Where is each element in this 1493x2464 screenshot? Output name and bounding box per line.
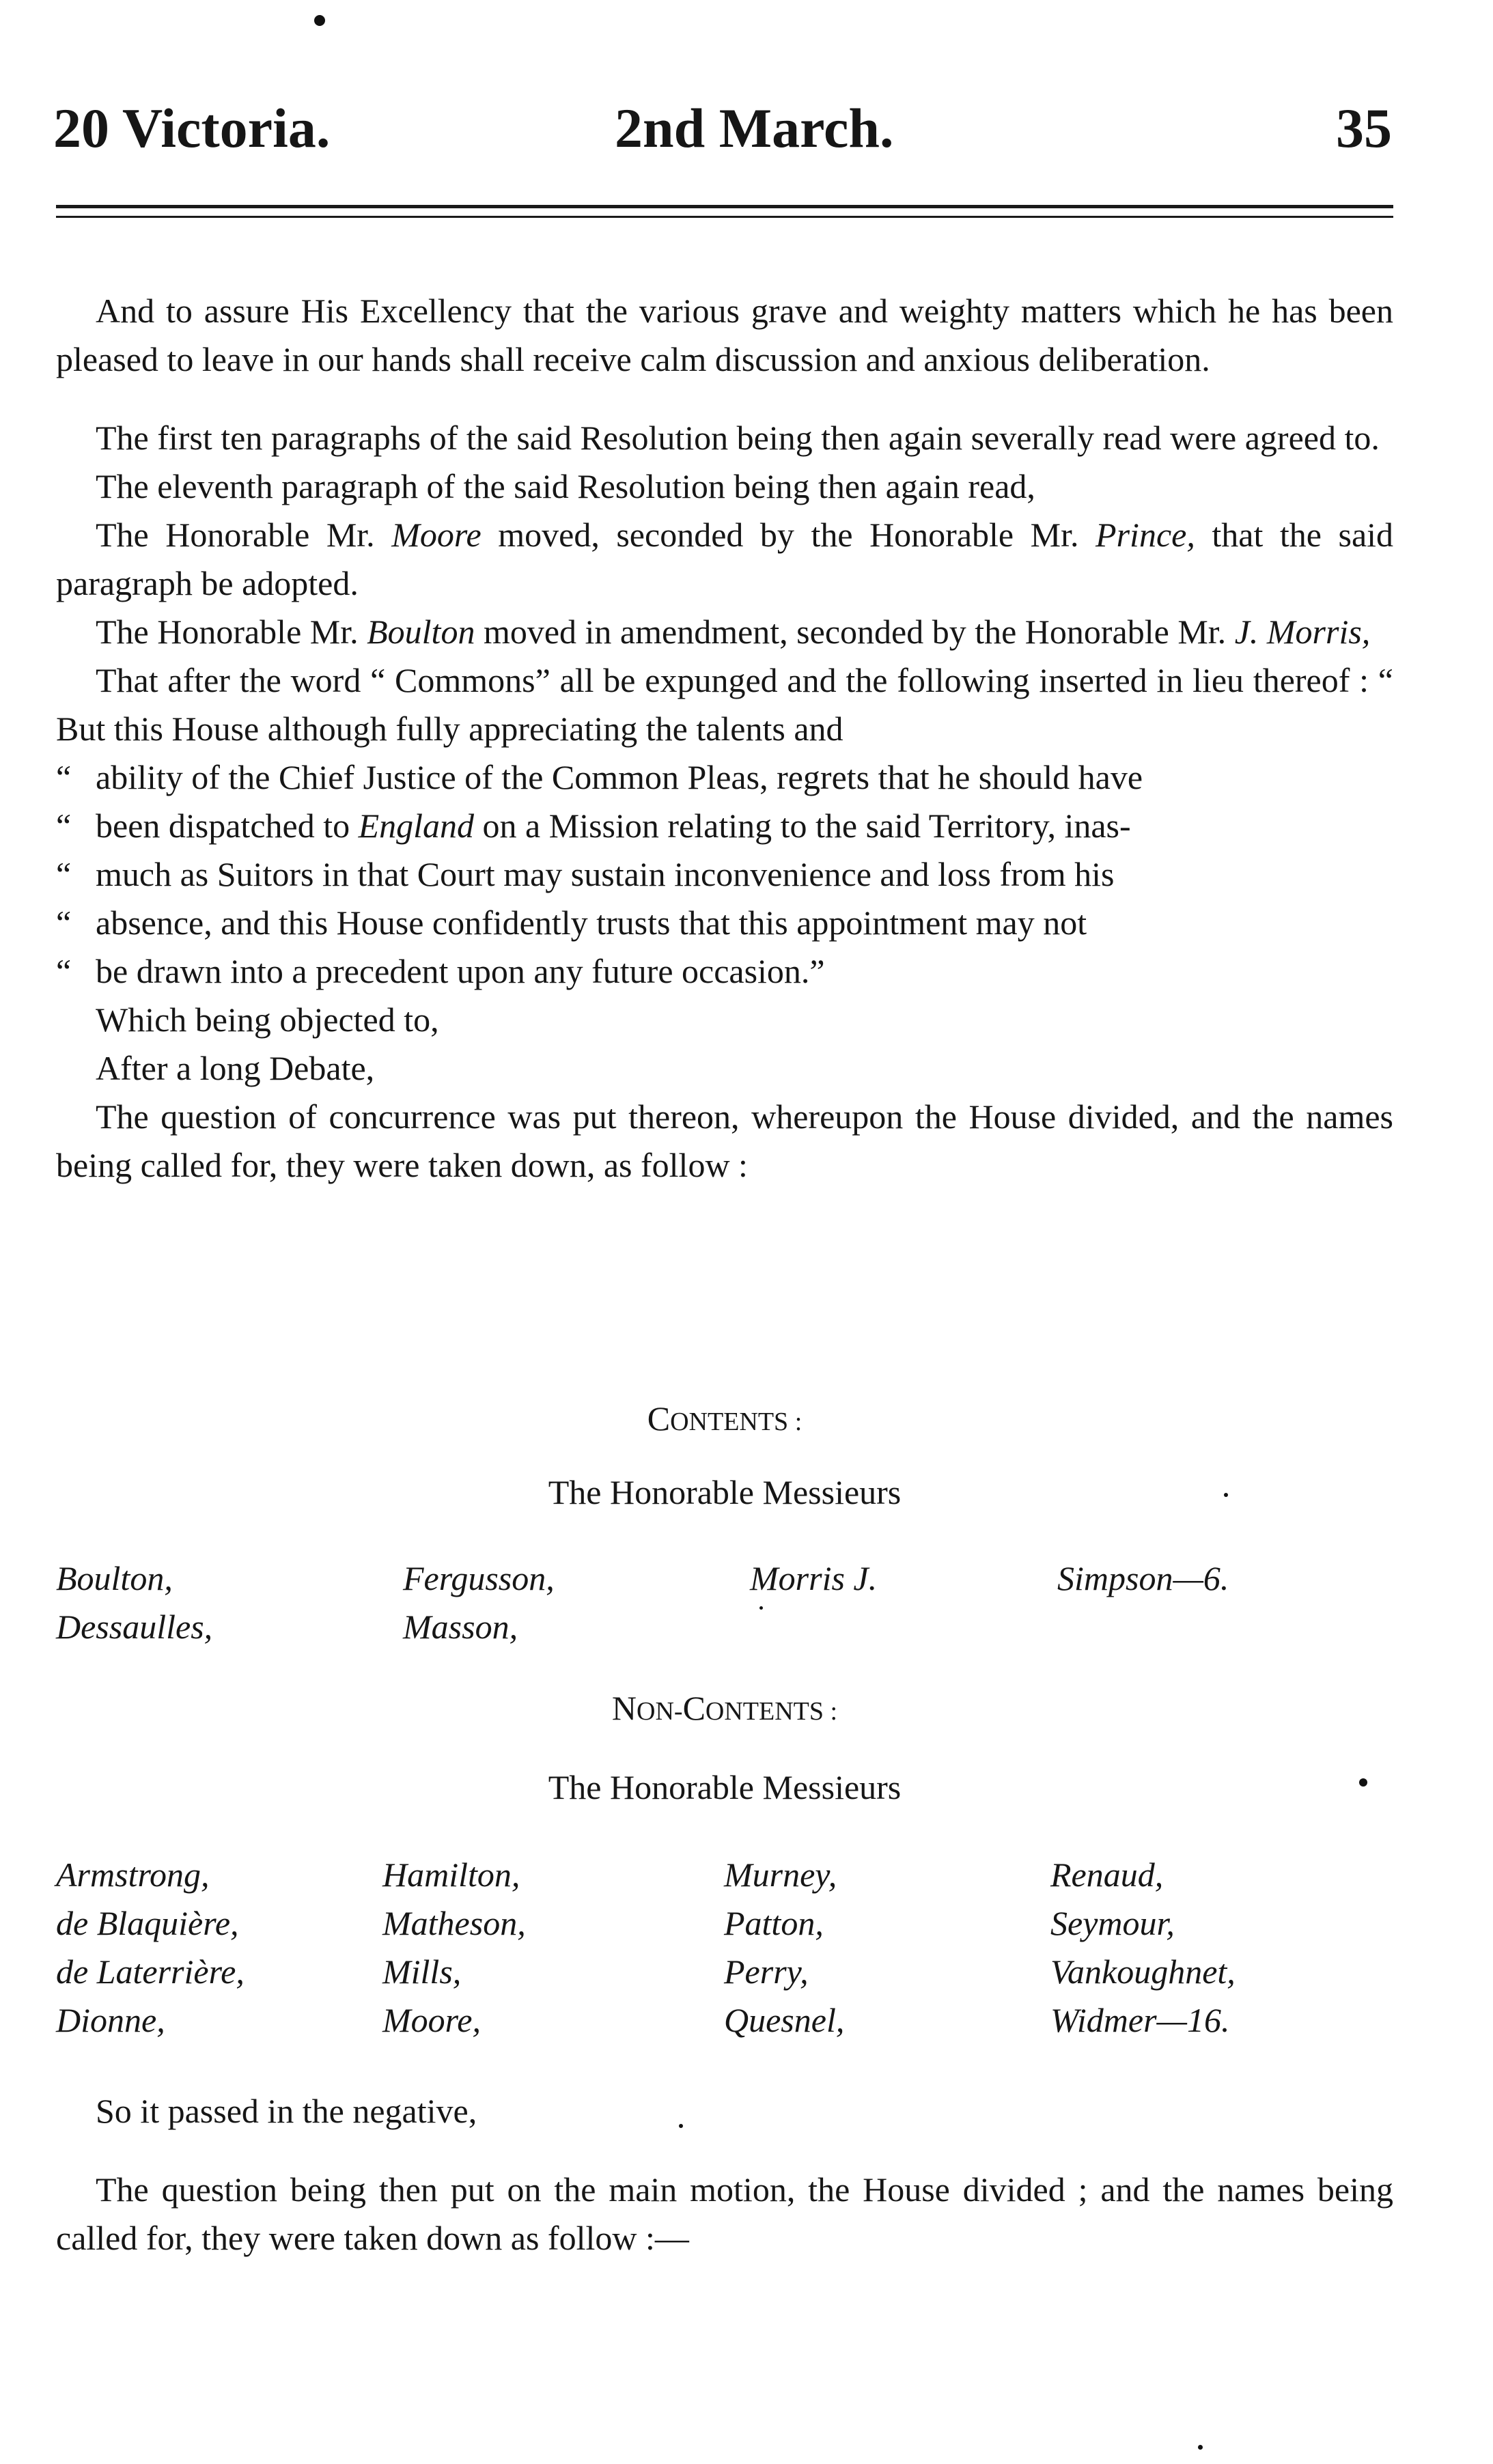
paragraph: After a long Debate, [96,1049,375,1087]
body-text-upper [56,287,1393,1190]
quoted-line [56,850,1393,899]
quoted-line [56,947,1393,996]
contents-heading [56,1399,1393,1438]
paragraph: The eleventh paragraph of the said Resolution being then again read, [96,467,1035,505]
names-column [1057,1554,1229,1603]
quote-mark: “ [56,904,72,942]
print-speck [759,1606,763,1610]
contents-subheading: The Honorable Messieurs [548,1473,902,1511]
text-run: been dispatched to [96,807,350,845]
text-run: much as Suitors in that Court may sustain inconvenience and loss from his [96,855,1115,893]
paragraph: So it passed in the negative, [96,2092,477,2130]
paragraph: The question of concurrence was put thereon, whereupon the House divided, and the names being called for, they were taken down, as follow : [56,1097,1393,1184]
heading-rest: ONTENTS : [705,1697,838,1726]
text-run: that the said paragraph be adopted. [56,516,1394,602]
member-name: Renaud, [1050,1856,1164,1894]
member-name: de Blaquière, [56,1904,239,1942]
member-name: Seymour, [1050,1904,1175,1942]
place-name: England [358,807,475,845]
text-run: The Honorable Mr. [96,613,359,651]
quoted-line [56,802,1393,850]
text-run: absence, and this House confidently trusts that this appointment may not [96,904,1087,942]
heading-initial: N [611,1689,637,1727]
quoted-line [56,899,1393,947]
quote-mark: “ [56,807,72,845]
member-name: Moore [391,516,482,554]
print-speck [1359,1778,1367,1787]
heading-initial: C [647,1399,671,1438]
non-contents-heading [56,1688,1393,1728]
member-name: Prince, [1096,516,1195,554]
member-name: Hamilton, [382,1856,520,1894]
text-run: be drawn into a precedent upon any future occasion.” [96,952,825,990]
names-column [750,1554,877,1603]
member-name: Fergusson, [403,1559,555,1597]
paragraph: That after the word “ Commons” all be expunged and the following inserted in lieu thereof : “ But this House although fully appreciating the talents and [56,661,1393,748]
names-column [1050,1851,1236,2045]
text-run: moved, seconded by the Honorable Mr. [498,516,1079,554]
member-name: Morris J. [750,1559,878,1597]
text-run: ability of the Chief Justice of the Common Pleas, regrets that he should have [96,758,1143,796]
member-name: Perry, [724,1952,809,1991]
paragraph [56,511,1393,608]
names-column [403,1554,555,1651]
member-name: Moore, [382,2001,481,2039]
page-number: 35 [1336,97,1392,159]
running-header [53,87,1392,169]
header-rule-thin [56,216,1393,218]
text-run: on a Mission relating to the said Territory, inas- [482,807,1131,845]
non-contents-subheading: The Honorable Messieurs [548,1768,902,1806]
header-rule-thick [56,205,1393,208]
names-column [56,1851,245,2045]
member-name: Murney, [724,1856,837,1894]
header-date: 2nd March. [615,97,894,159]
heading-rest: ON- [637,1697,683,1726]
paragraph: Which being objected to, [96,1000,439,1039]
member-name: J. Morris, [1234,613,1371,651]
member-name: Simpson—6. [1057,1559,1229,1597]
member-name: Masson, [403,1608,518,1646]
member-name: de Laterrière, [56,1952,245,1991]
member-name: Dessaulles, [56,1608,213,1646]
member-name: Boulton, [56,1559,173,1597]
quote-mark: “ [56,855,72,893]
quote-mark: “ [56,758,72,796]
paragraph: And to assure His Excellency that the various grave and weighty matters which he has been pleased to leave in our hands shall receive calm discussion and anxious deliberation. [56,292,1393,378]
member-name: Boulton [367,613,475,651]
member-name: Mills, [382,1952,462,1991]
member-name: Matheson, [382,1904,526,1942]
quoted-line [56,753,1393,802]
print-speck [314,15,325,26]
member-name: Dionne, [56,2001,165,2039]
heading-initial: C [682,1689,706,1727]
print-speck [1198,2445,1203,2450]
non-contents-names [56,1851,1393,2049]
paragraph [56,608,1393,656]
member-name: Quesnel, [724,2001,845,2039]
body-text-lower [56,2087,1393,2263]
names-column [382,1851,526,2045]
member-name: Vankoughnet, [1050,1952,1236,1991]
paragraph: The first ten paragraphs of the said Resolution being then again severally read were agreed to. [96,419,1380,457]
text-run: moved in amendment, seconded by the Honorable Mr. [483,613,1227,651]
member-name: Widmer—16. [1050,2001,1230,2039]
paragraph: The question being then put on the main motion, the House divided ; and the names being called for, they were taken down as follow :— [56,2170,1393,2257]
text-run: The Honorable Mr. [96,516,375,554]
names-column [724,1851,844,2045]
names-column [56,1554,212,1651]
member-name: Armstrong, [56,1856,210,1894]
quote-mark: “ [56,952,72,990]
contents-names [56,1554,1393,1657]
heading-rest: ONTENTS : [670,1408,803,1436]
print-speck [679,2124,683,2128]
header-session: 20 Victoria. [53,97,331,159]
member-name: Patton, [724,1904,824,1942]
print-speck [1224,1493,1228,1497]
